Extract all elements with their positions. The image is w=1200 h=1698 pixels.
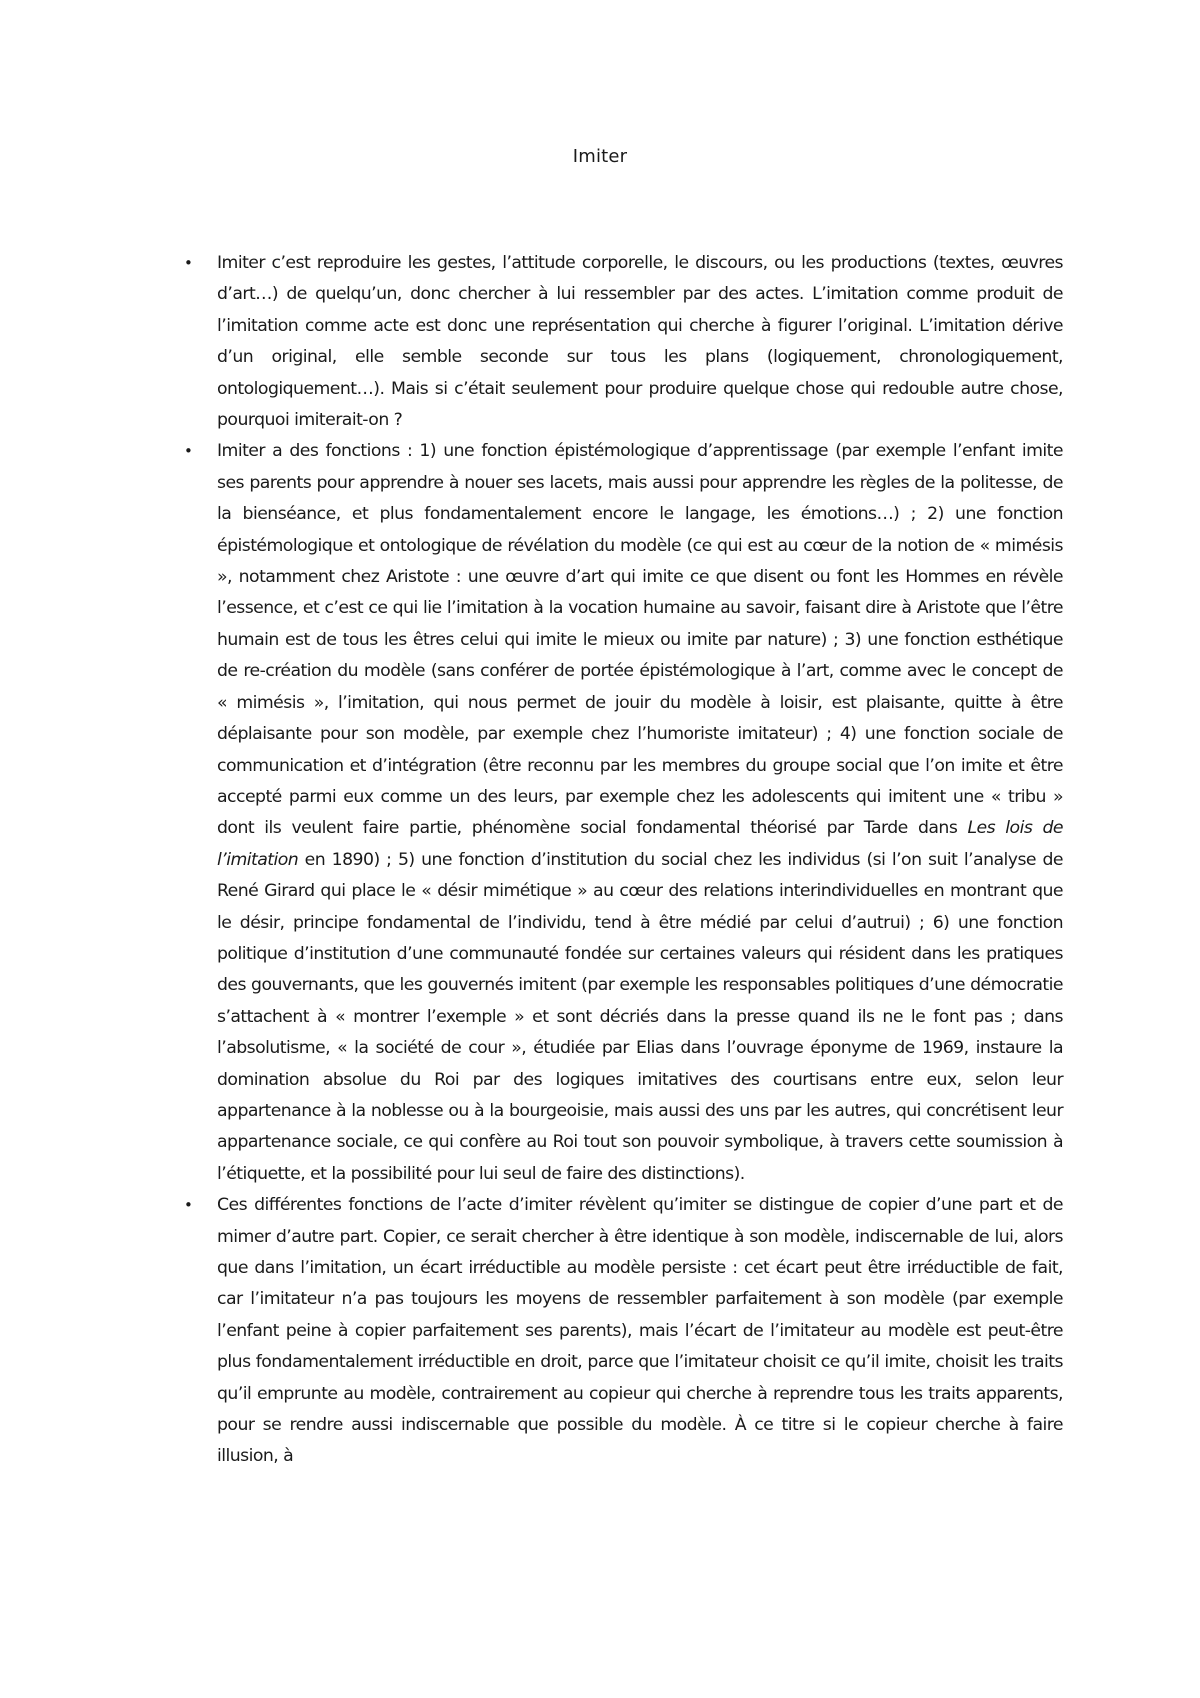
list-item [184, 436, 1064, 1190]
paragraph-definition: Imiter c’est reproduire les gestes, l’attitude corporelle, le discours, ou les productions (textes, œuvres d’art…) de quelqu’un, donc chercher à lui ressembler par des actes. L’imitation comme produit de l’imitation comme acte est donc une représentation qui cherche à figurer l’original. L’imitation dérive d’un original, elle semble seconde sur tous les plans (logiquement, chronologiquement, ontologiquement…). Mais si c’était seulement pour produire quelque chose qui redouble autre chose, pourquoi imiterait-on ? [217, 253, 1063, 431]
bullet-icon: • [184, 254, 193, 272]
bullet-icon: • [184, 442, 193, 461]
paragraph-functions [217, 436, 1063, 1190]
book-title-italic: Les lois de l’imitation [217, 818, 1064, 870]
paragraph-functions-part-1: Imiter a des fonctions : 1) une fonction épistémologique d’apprentissage (par exemple l’enfant imite ses parents pour apprendre à nouer ses lacets, mais aussi pour apprendre les règles de la politesse, de la bienséance, et plus fondamentalement encore le langage, les émotions…) ; 2) une fonction épistémologique et ontologique de révélation du modèle (ce qui est au cœur de la notion de « mimésis », notamment chez Aristote : une œuvre d’art qui imite ce que disent ou font les Hommes en révèle l’essence, et c’est ce qui lie l’imitation à la vocation humaine au savoir, faisant dire à Aristote que l’être humain est de tous les êtres celui qui imite le mieux ou imite par nature) ; 3) une fonction esthétique de re-création du modèle (sans conférer de portée épistémologique à l’art, comme avec le concept de « mimésis », l’imitation, qui nous permet de jouir du modèle à loisir, est plaisante, quitte à être déplaisante pour son modèle, par exemple chez l’humoriste imitateur) ; 4) une fonction sociale de communication et d’intégration (être reconnu par les membres du groupe social que l’on imite et être accepté parmi eux comme un des leurs, par exemple chez les adolescents qui imitent une « tribu » dont ils veulent faire partie, phénomène social fondamental théorisé par Tarde dans [217, 441, 1063, 839]
bullet-list [184, 248, 1064, 1473]
list-item [184, 248, 1063, 436]
bullet-icon: • [184, 1196, 193, 1215]
paragraph-distinction: Ces différentes fonctions de l’acte d’imiter révèlent qu’imiter se distingue de copier d’une part et de mimer d’autre part. Copier, ce serait chercher à être identique à son modèle, indiscernable de lui, alors que dans l’imitation, un écart irréductible au modèle persiste : cet écart peut être irréductible de fait, car l’imitateur n’a pas toujours les moyens de ressembler parfaitement à son modèle (par exemple l’enfant peine à copier parfaitement ses parents), mais l’écart de l’imitateur au modèle est peut-être plus fondamentalement irréductible en droit, parce que l’imitateur choisit ce qu’il imite, choisit les traits qu’il emprunte au modèle, contrairement au copieur qui cherche à reprendre tous les traits apparents, pour se rendre aussi indiscernable que possible du modèle. À ce titre si le copieur cherche à faire illusion, à [217, 1195, 1063, 1467]
paragraph-functions-part-2: en 1890) ; 5) une fonction d’institution du social chez les individus (si l’on suit l’analyse de René Girard qui place le « désir mimétique » au cœur des relations interindividuelles en montrant que le désir, principe fondamental de l’individu, tend à être médié par celui d’autrui) ; 6) une fonction politique d’institution d’une communauté fondée sur certaines valeurs qui résident dans les pratiques des gouvernants, que les gouvernés imitent (par exemple les responsables politiques d’une démocratie s’attachent à « montrer l’exemple » et sont décriés dans la presse quand ils ne le font pas ; dans l’absolutisme, « la société de cour », étudiée par Elias dans l’ouvrage éponyme de 1969, instaure la domination absolue du Roi par des logiques imitatives des courtisans entre eux, selon leur appartenance à la noblesse ou à la bourgeoisie, mais aussi des uns par les autres, qui concrétisent leur appartenance sociale, ce qui confère au Roi tout son pouvoir symbolique, à travers cette soumission à l’étiquette, et la possibilité pour lui seul de faire des distinctions). [217, 849, 1063, 1184]
document-title: Imiter [572, 146, 628, 167]
document-body [184, 248, 1064, 1473]
list-item [184, 1190, 1063, 1473]
